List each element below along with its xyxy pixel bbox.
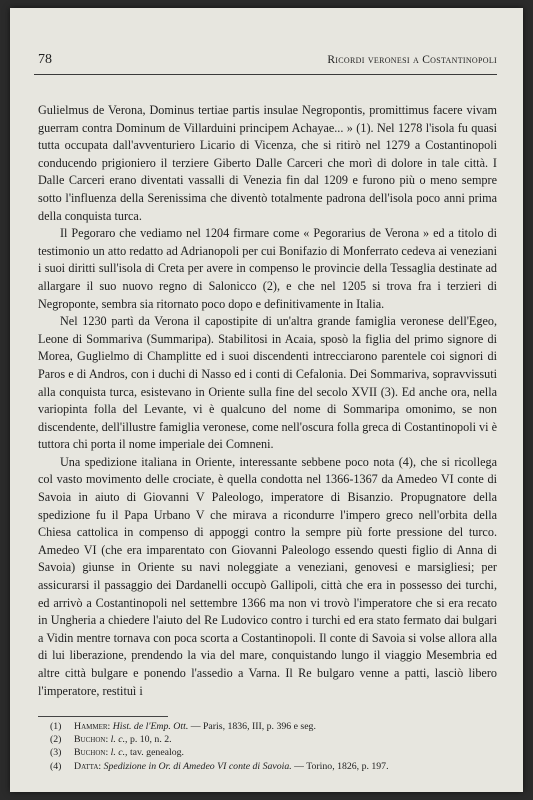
footnotes bbox=[50, 720, 497, 773]
footnote-author: Buchon bbox=[74, 747, 106, 759]
footnote-author: Datta bbox=[74, 760, 99, 772]
footnote-number: (2) bbox=[50, 734, 62, 746]
footnote-title: Hist. de l'Emp. Ott. bbox=[112, 721, 189, 732]
paragraph: Una spedizione italiana in Oriente, interessante sebbene poco nota (4), che si ricollega col vasto movimento delle crociate, è quella condotta nel 1366-1367 da Amedeo VI conte di Savoia in aiuto di Giovanni V Paleologo, imperatore di Bisanzio. Propugnatore della spedizione fu il Papa Urbano V che mirava a ricondurre l'impero greco nell'orbita della Chiesa cattolica in compenso di appoggi contro la sempre più forte pressione del turco. Amedeo VI (che era imparentato con Giovanni Paleologo essendo questi figlio di Anna di Savoia) giunse in Oriente su navi noleggiate a veneziani, genovesi e marsigliesi; per assicurarsi il passaggio dei Dardanelli occupò Gallipoli, città che era in possesso dei turchi, ed arrivò a Costantinopoli nel settembre 1366 ma non vi trovò l'imperatore che si era recato in Ungheria a chiedere l'aiuto del Re Ludovico contro i turchi ed era stato fermato dai bulgari a Vidin mentre tornava con poca scorta a Costantinopoli. Il conte di Savoia si volse allora alla di lui liberazione, prendendo la via del mare, conquistando lungo il viaggio Mesembria ed altre città bulgare e ponendo l'assedio a Varna. Il Re bulgaro venne a patti, lasciò libero l'imperatore, restituì i bbox=[38, 454, 497, 698]
book-page bbox=[10, 8, 523, 792]
body-text bbox=[38, 102, 497, 700]
footnote-number: (3) bbox=[50, 747, 62, 759]
footnote-title: Spedizione in Or. di Amedeo VI conte di Savoia. bbox=[103, 760, 292, 772]
footnote-title: l. c., bbox=[110, 734, 128, 746]
page-header bbox=[38, 52, 497, 72]
paragraph: Gulielmus de Verona, Dominus tertiae partis insulae Negropontis, promittimus facere vivam guerram contra Dominum de Villarduini principem Achayae... » (1). Nel 1278 l'isola fu quasi tutta occupata dall'avventuriero Licario di Vicenza, che si ritirò nel 1279 a Costantinopoli conducendo prigioniero il terziere Giberto Dalle Carceri che morì di dolore in tale città. I Dalle Carceri erano diventati vassalli di Venezia fin dal 1209 e furono più o meno sempre sotto l'influenza della Serenissima che diventò totalmente padrona dell'isola poco anni prima della conquista turca. bbox=[38, 103, 497, 223]
footnote: (4) Datta: Spedizione in Or. di Amedeo VI conte di Savoia. — Torino, 1826, p. 197. bbox=[50, 760, 389, 772]
footnote-title: l. c., bbox=[110, 747, 128, 759]
header-rule bbox=[34, 74, 497, 75]
footnote-rest: — Torino, 1826, p. 197. bbox=[294, 760, 389, 772]
footnote-rest: tav. genealog. bbox=[129, 747, 184, 759]
footnote: (1) Hammer: Hist. de l'Emp. Ott. — Paris, 1836, III, p. 396 e seg. bbox=[50, 721, 316, 732]
footnote-number: (4) bbox=[50, 760, 62, 772]
footnote-rest: — Paris, 1836, III, p. 396 e seg. bbox=[190, 721, 316, 732]
paragraph: Nel 1230 partì da Verona il capostipite di un'altra grande famiglia veronese dell'Egeo, Leone di Sommariva (Summaripa). Stabilitosi in Acaia, sposò la figlia del primo signore di Morea, Guglielmo di Champlitte ed i suoi discendenti intrecciarono parentele coi signori di Paros e di Andros, con i duchi di Nasso ed i conti di Cefalonia. Dei Sommariva, sopravvissuti alla conquista turca, esistevano in Oriente sulla fine del secolo XVII (3). Ed anche ora, nella variopinta folla del Levante, vi è qualcuno del nome di Sommaripa omonimo, se non discendente, dell'illustre famiglia veronese, come nell'oscura folla greca di Costantinopoli vi è tuttora chi porta il nome imperiale dei Comneni. bbox=[38, 314, 497, 452]
footnote-author: Buchon bbox=[74, 734, 106, 746]
page-number: 78 bbox=[38, 52, 52, 67]
footnote: (2) Buchon: l. c., p. 10, n. 2. bbox=[50, 734, 172, 746]
footnote-number: (1) bbox=[50, 721, 62, 732]
paragraph: Il Pegoraro che vediamo nel 1204 firmare come « Pegorarius de Verona » ed a titolo di testimonio un atto redatto ad Adrianopoli per cui Bonifazio di Monferrato cedeva ai veneziani i suoi diritti sull'isola di Creta per avere in compenso le provincie della Tessaglia destinate ad allargare il suo nuovo regno di Salonicco (2), e che nel 1205 si trova fra i terzieri di Negroponte, sembra sia ritornato poco dopo e definitivamente in Italia. bbox=[38, 226, 497, 311]
running-title: Ricordi veronesi a Costantinopoli bbox=[327, 54, 497, 66]
footnote-rule bbox=[38, 716, 168, 717]
footnote: (3) Buchon: l. c., tav. genealog. bbox=[50, 747, 184, 759]
footnote-rest: p. 10, n. 2. bbox=[129, 734, 172, 746]
footnote-author: Hammer bbox=[74, 721, 108, 732]
